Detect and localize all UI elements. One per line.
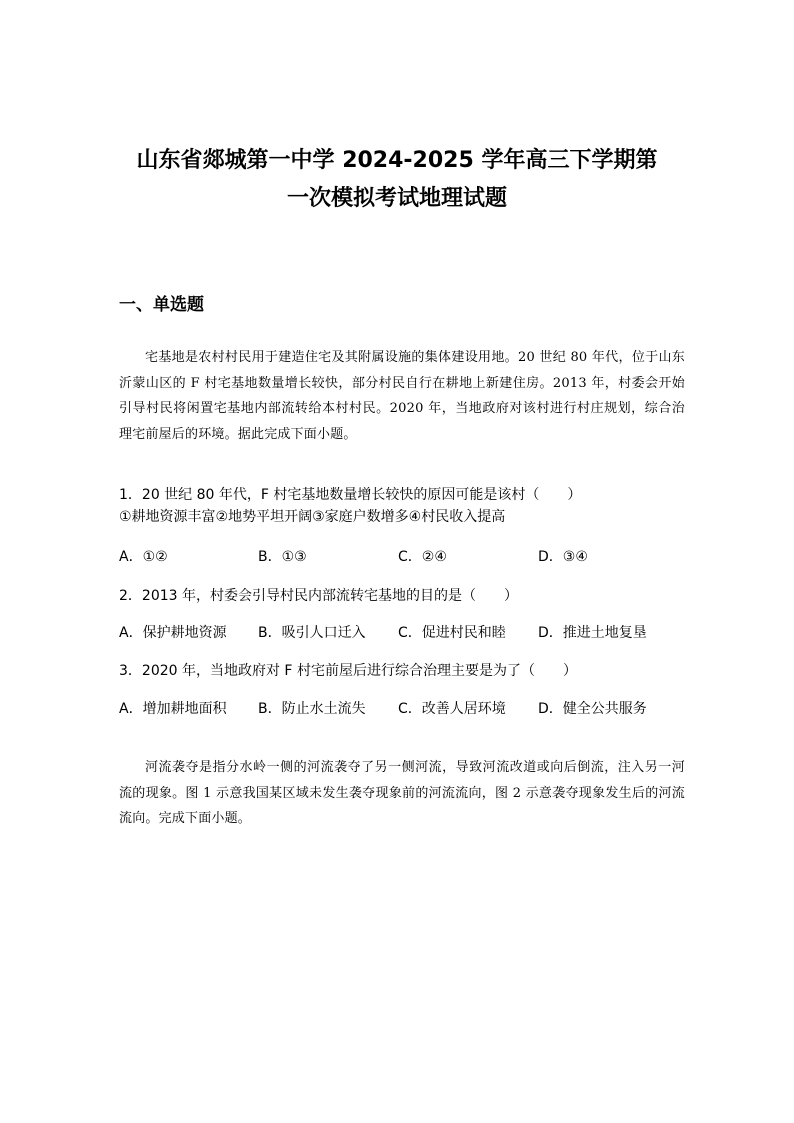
title-line-1: 山东省郯城第一中学 2024-2025 学年高三下学期第 xyxy=(136,148,658,173)
question-3-option-d[interactable]: D．健全公共服务 xyxy=(538,701,647,717)
title-line-2: 一次模拟考试地理试题 xyxy=(286,186,507,211)
question-1-option-c[interactable]: C．②④ xyxy=(398,549,447,565)
question-3-option-c[interactable]: C．改善人居环境 xyxy=(398,701,506,717)
question-1-statements: ①耕地资源丰富②地势平坦开阔③家庭户数增多④村民收入提高 xyxy=(119,509,506,525)
question-1-option-a[interactable]: A．①② xyxy=(119,549,168,565)
question-2-stem: 2．2013 年，村委会引导村民内部流转宅基地的目的是（ ） xyxy=(119,588,518,604)
question-3-options xyxy=(119,698,685,720)
question-3 xyxy=(119,660,685,682)
question-2-option-c[interactable]: C．促进村民和睦 xyxy=(398,625,506,641)
page-title xyxy=(100,142,694,218)
reading-passage-2: 河流袭夺是指分水岭一侧的河流袭夺了另一侧河流，导致河流改道或向后倒流，注入另一河流的现象。图 1 示意我国某区域未发生袭夺现象前的河流流向，图 2 示意袭夺现象发生后的河流流向。完成下面小题。 xyxy=(119,760,685,826)
question-1 xyxy=(119,484,685,528)
question-2-options xyxy=(119,622,685,644)
question-1-stem: 1．20 世纪 80 年代，F 村宅基地数量增长较快的原因可能是该村（ ） xyxy=(119,487,582,503)
question-3-option-b[interactable]: B．防止水土流失 xyxy=(258,701,366,717)
question-1-option-d[interactable]: D．③④ xyxy=(538,549,588,565)
question-2-option-b[interactable]: B．吸引人口迁入 xyxy=(258,625,366,641)
question-1-options xyxy=(119,546,685,568)
section-heading: 一、单选题 xyxy=(119,295,204,315)
question-3-stem: 3．2020 年，当地政府对 F 村宅前屋后进行综合治理主要是为了（ ） xyxy=(119,663,577,679)
reading-passage-1: 宅基地是农村村民用于建造住宅及其附属设施的集体建设用地。20 世纪 80 年代，位于山东沂蒙山区的 F 村宅基地数量增长较快，部分村民自行在耕地上新建住房。2013 年，村委会开始引导村民将闲置宅基地内部流转给本村村民。2020 年，当地政府对该村进行村庄规划，综合治理宅前屋后的环境。据此完成下面小题。 xyxy=(119,350,685,442)
question-2-option-a[interactable]: A．保护耕地资源 xyxy=(119,625,227,641)
question-2 xyxy=(119,585,685,607)
question-3-option-a[interactable]: A．增加耕地面积 xyxy=(119,701,227,717)
question-1-option-b[interactable]: B．①③ xyxy=(258,549,307,565)
question-2-option-d[interactable]: D．推进土地复垦 xyxy=(538,625,647,641)
